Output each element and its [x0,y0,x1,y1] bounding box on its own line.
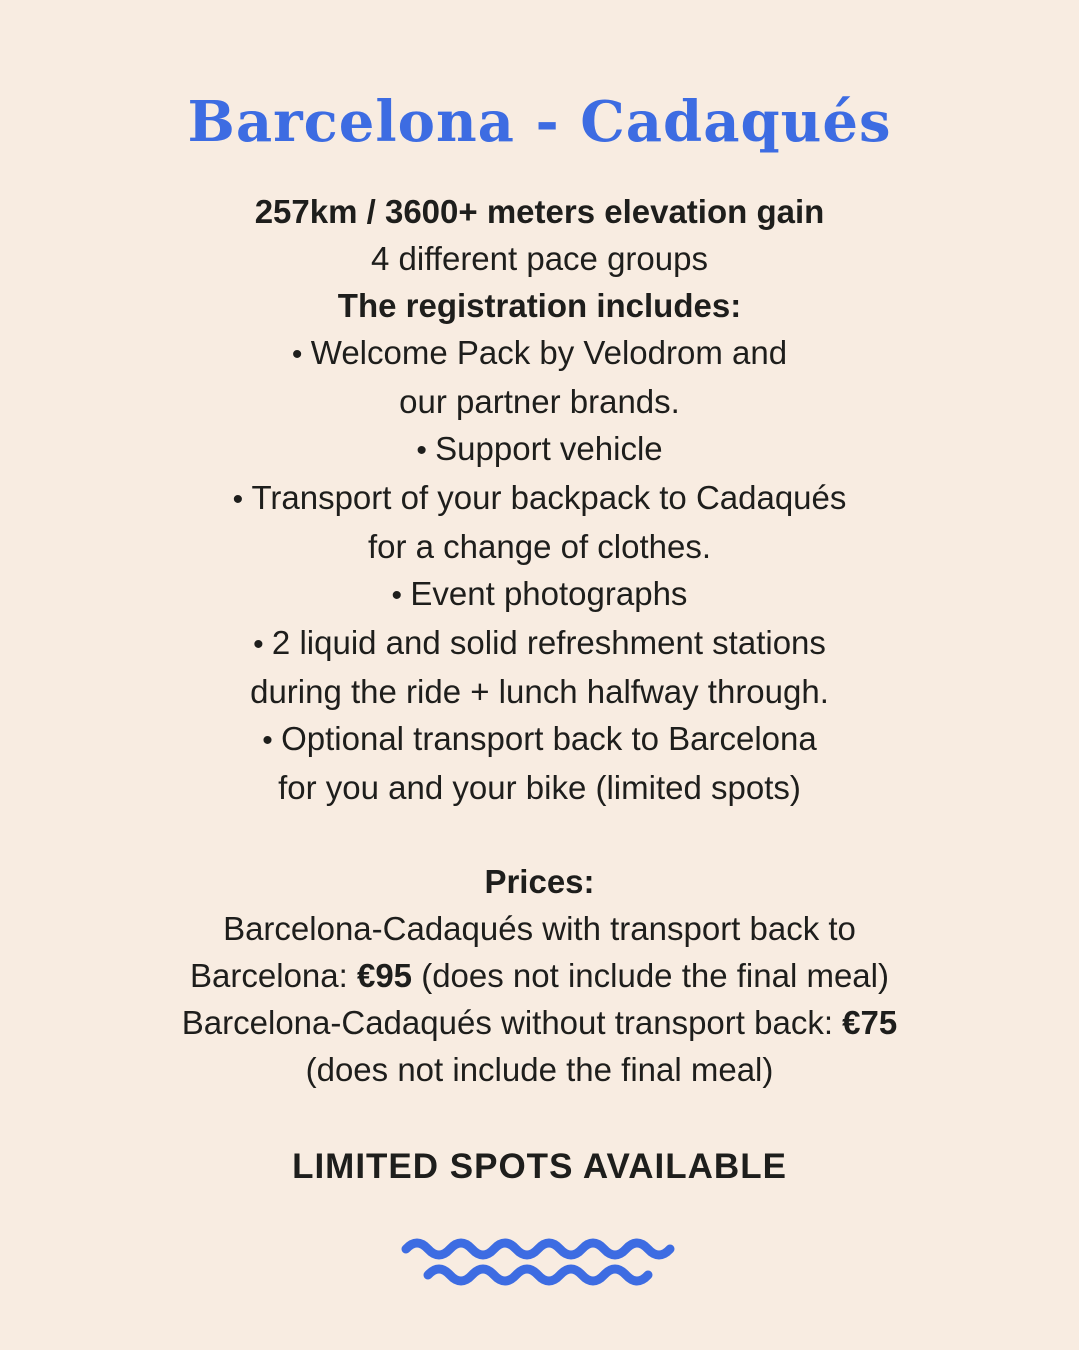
text-line [0,188,1079,235]
text-segment: Transport of your backpack to Cadaqués [251,479,847,516]
text-line [0,715,1079,764]
text-line [0,952,1079,999]
text-segment: (does not include the final meal) [412,957,889,994]
text-line [0,1046,1079,1093]
text-line [0,329,1079,378]
limited-spots-text: LIMITED SPOTS AVAILABLE [292,1147,787,1186]
text-line [0,764,1079,811]
text-segment: 4 different pace groups [371,240,708,277]
text-line [0,905,1079,952]
prices-heading: Prices: [484,863,595,900]
poster-title: Barcelona - Cadaqués [187,89,892,155]
wave-lines-icon [0,1235,1079,1295]
text-line [0,999,1079,1046]
text-segment: during the ride + lunch halfway through. [250,673,829,710]
text-line [0,668,1079,715]
text-segment: Barcelona-Cadaqués with transport back to [223,910,856,947]
bullet-icon: • [232,483,252,516]
intro-lines [0,188,1079,329]
text-segment: for you and your bike (limited spots) [278,769,801,806]
text-line [0,425,1079,474]
text-segment: Barcelona-Cadaqués without transport back: [181,1004,843,1041]
text-line [0,282,1079,329]
bullet-icon: • [391,579,411,612]
text-line [0,235,1079,282]
prices-section [0,858,1079,1093]
bullet-icon: • [291,338,311,371]
text-segment: (does not include the final meal) [305,1051,774,1088]
text-line [0,474,1079,523]
text-segment: €75 [842,1004,898,1041]
text-line [0,378,1079,425]
text-line [0,619,1079,668]
text-segment: Support vehicle [435,430,663,467]
text-segment: The registration includes: [337,287,742,324]
text-segment: Optional transport back to Barcelona [281,720,817,757]
includes-list [0,329,1079,811]
prices-lines [0,905,1079,1093]
text-segment: 2 liquid and solid refreshment stations [271,624,826,661]
text-line [0,523,1079,570]
text-segment: for a change of clothes. [367,528,712,565]
bullet-icon: • [253,628,272,661]
text-segment: 257km / 3600+ meters elevation gain [254,193,825,230]
text-segment: Barcelona: [190,957,357,994]
text-segment: Event photographs [410,575,688,612]
text-segment: our partner brands. [399,383,680,420]
bullet-icon: • [262,724,282,757]
text-segment: €95 [356,957,413,994]
text-segment: Welcome Pack by Velodrom and [310,334,788,371]
bullet-icon: • [416,434,436,467]
text-line [0,570,1079,619]
